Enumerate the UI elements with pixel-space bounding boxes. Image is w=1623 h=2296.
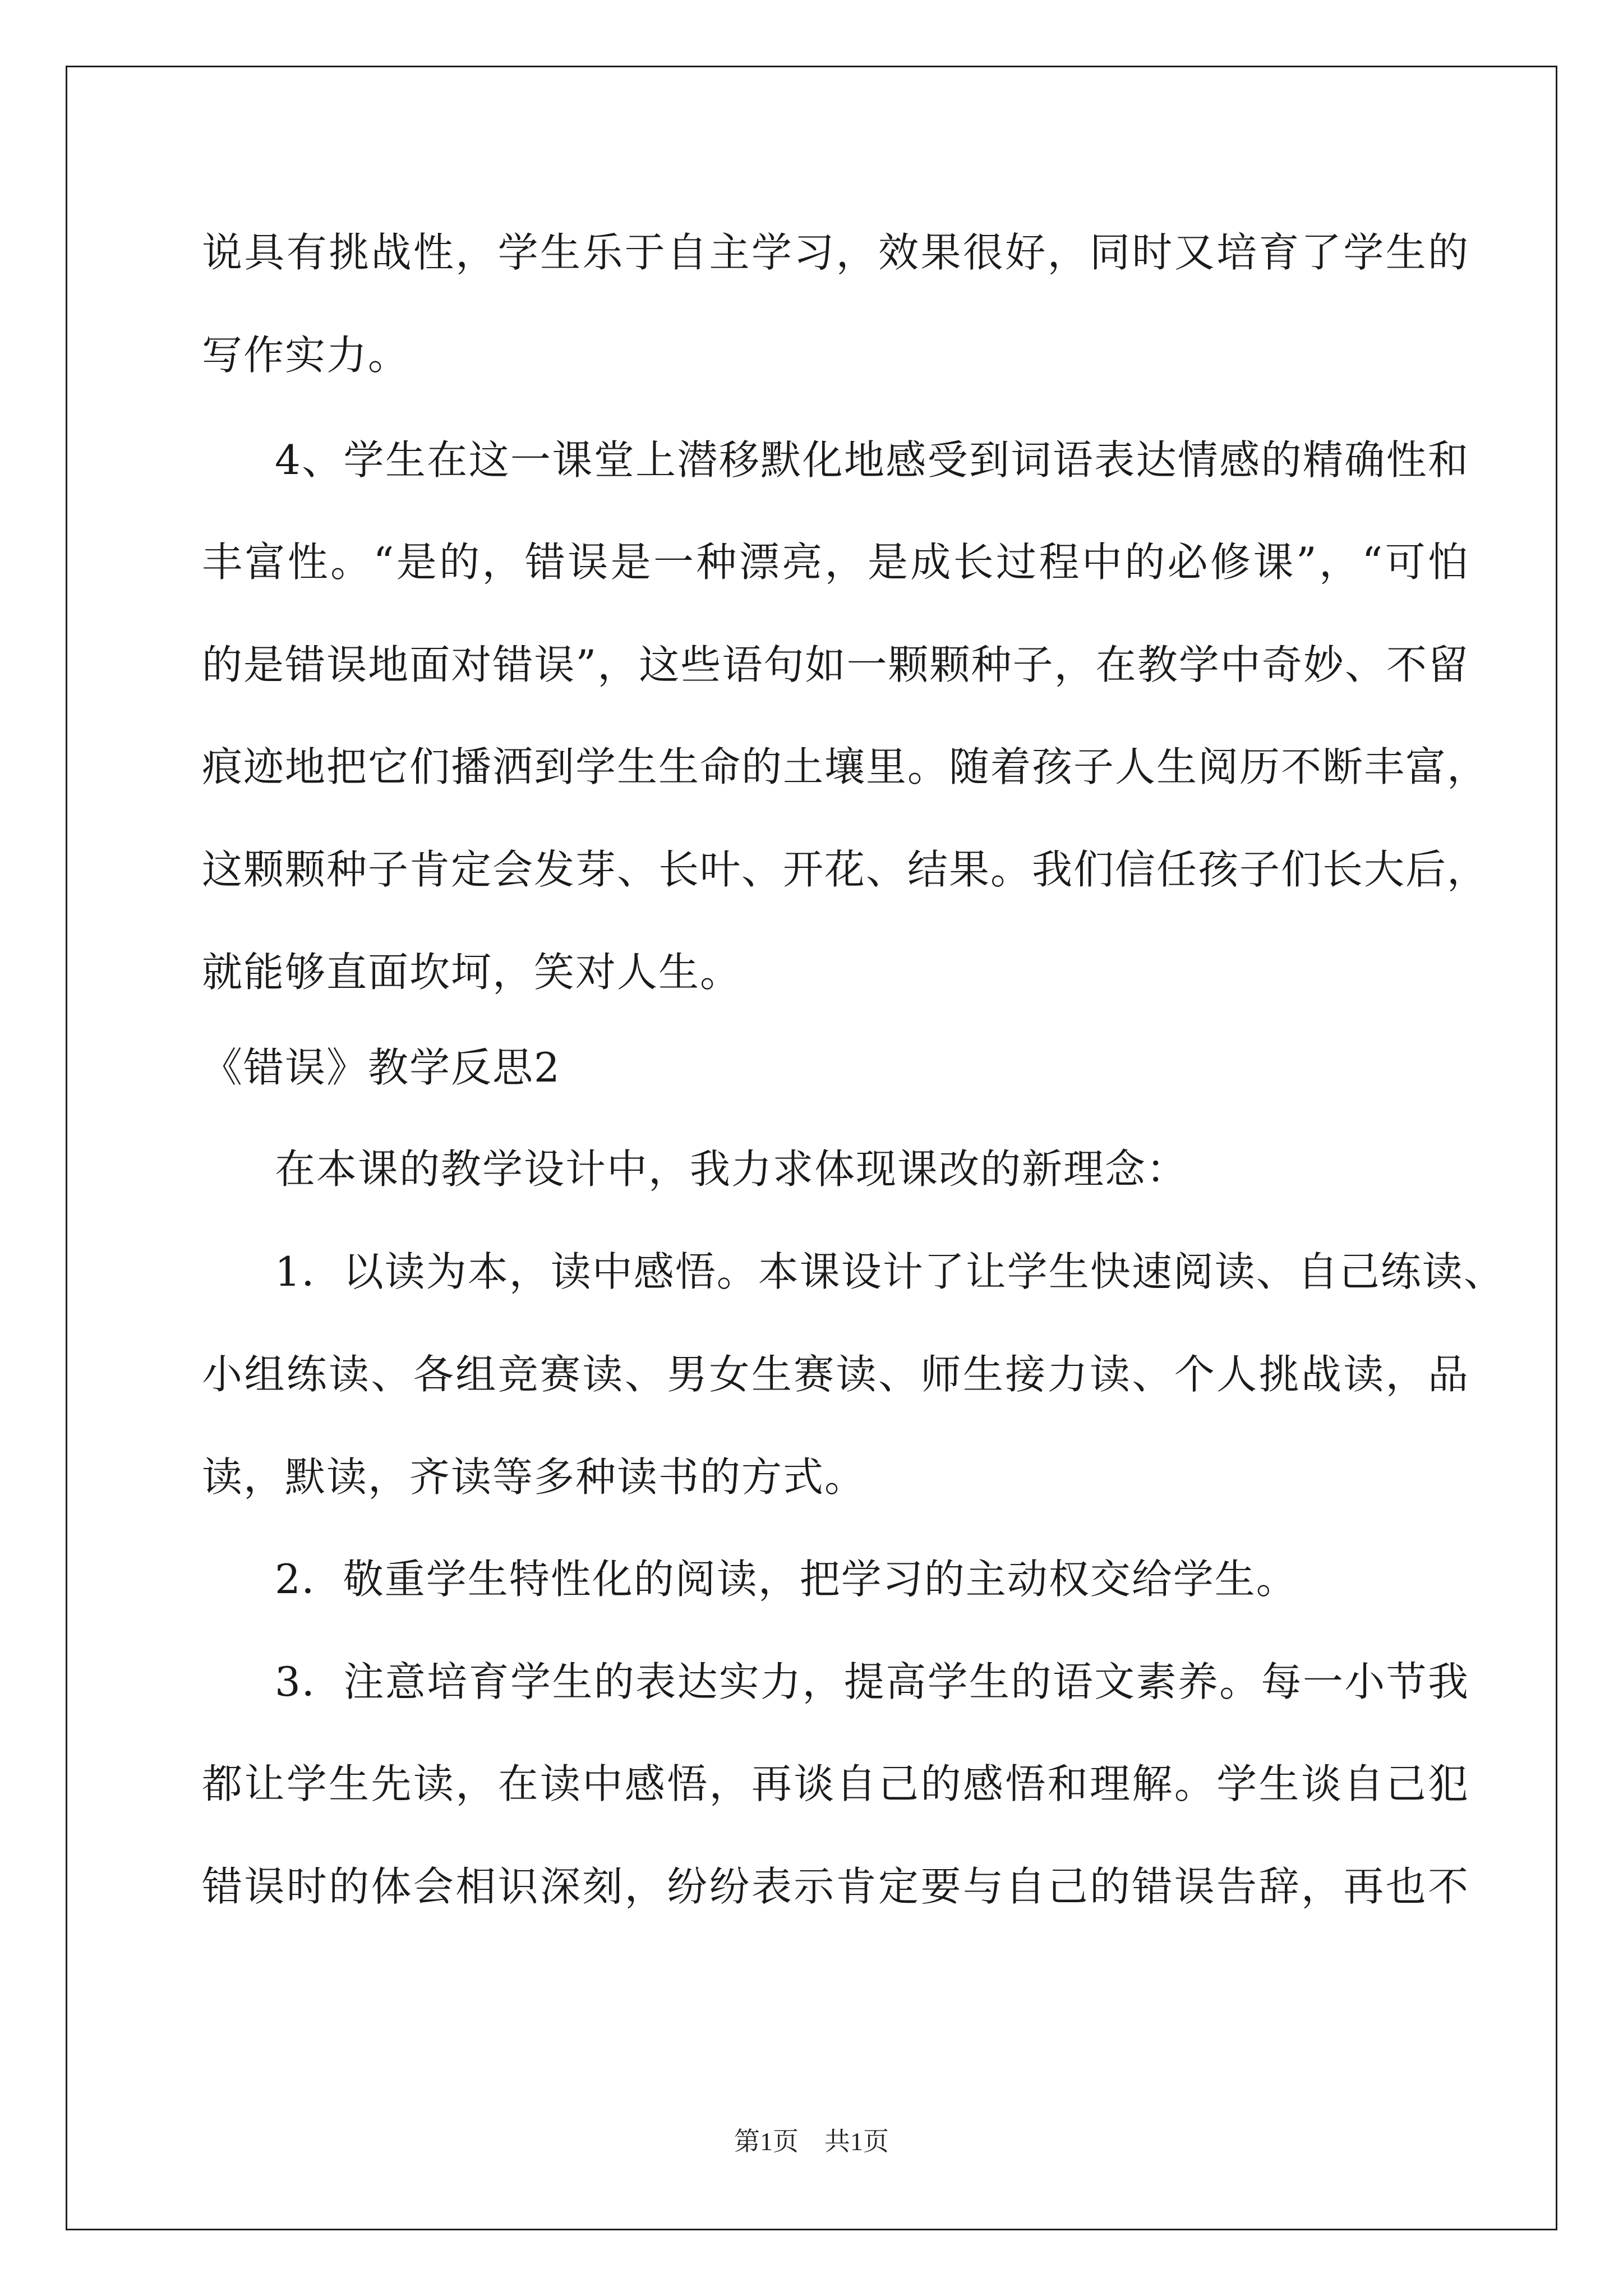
text-line: 都让学生先读，在读中感悟，再谈自己的感悟和理解。学生谈自己犯 xyxy=(202,1760,1469,1807)
text-line: 4、学生在这一课堂上潜移默化地感受到词语表达情感的精确性和 xyxy=(275,436,1469,484)
text-line: 丰富性。“是的，错误是一种漂亮，是成长过程中的必修课”，“可怕 xyxy=(202,539,1469,586)
text-line: 痕迹地把它们播洒到学生生命的土壤里。随着孩子人生阅历不断丰富， xyxy=(202,743,1489,790)
text-line: 的是错误地面对错误”，这些语句如一颗颗种子，在教学中奇妙、不留 xyxy=(202,641,1469,688)
text-line: 在本课的教学设计中，我力求体现课改的新理念： xyxy=(275,1145,1188,1193)
text-line: 读，默读，齐读等多种读书的方式。 xyxy=(202,1453,866,1501)
text-line: 错误时的体会相识深刻，纷纷表示肯定要与自己的错误告辞，再也不 xyxy=(202,1863,1469,1910)
text-line: 1．以读为本，读中感悟。本课设计了让学生快速阅读、自己练读、 xyxy=(275,1248,1505,1295)
text-line: 这颗颗种子肯定会发芽、长叶、开花、结果。我们信任孩子们长大后， xyxy=(202,846,1489,893)
text-line: 2．敬重学生特性化的阅读，把学习的主动权交给学生。 xyxy=(275,1556,1298,1603)
page-number-footer: 第1页 共1页 xyxy=(734,2127,889,2156)
text-line: 小组练读、各组竞赛读、男女生赛读、师生接力读、个人挑战读，品 xyxy=(202,1351,1469,1398)
section-heading: 《错误》教学反思2 xyxy=(202,1044,561,1091)
text-line: 就能够直面坎坷，笑对人生。 xyxy=(202,949,742,996)
text-line: 3．注意培育学生的表达实力，提高学生的语文素养。每一小节我 xyxy=(275,1658,1469,1705)
text-line: 写作实力。 xyxy=(202,332,410,379)
text-line: 说具有挑战性，学生乐于自主学习，效果很好，同时又培育了学生的 xyxy=(202,229,1469,276)
